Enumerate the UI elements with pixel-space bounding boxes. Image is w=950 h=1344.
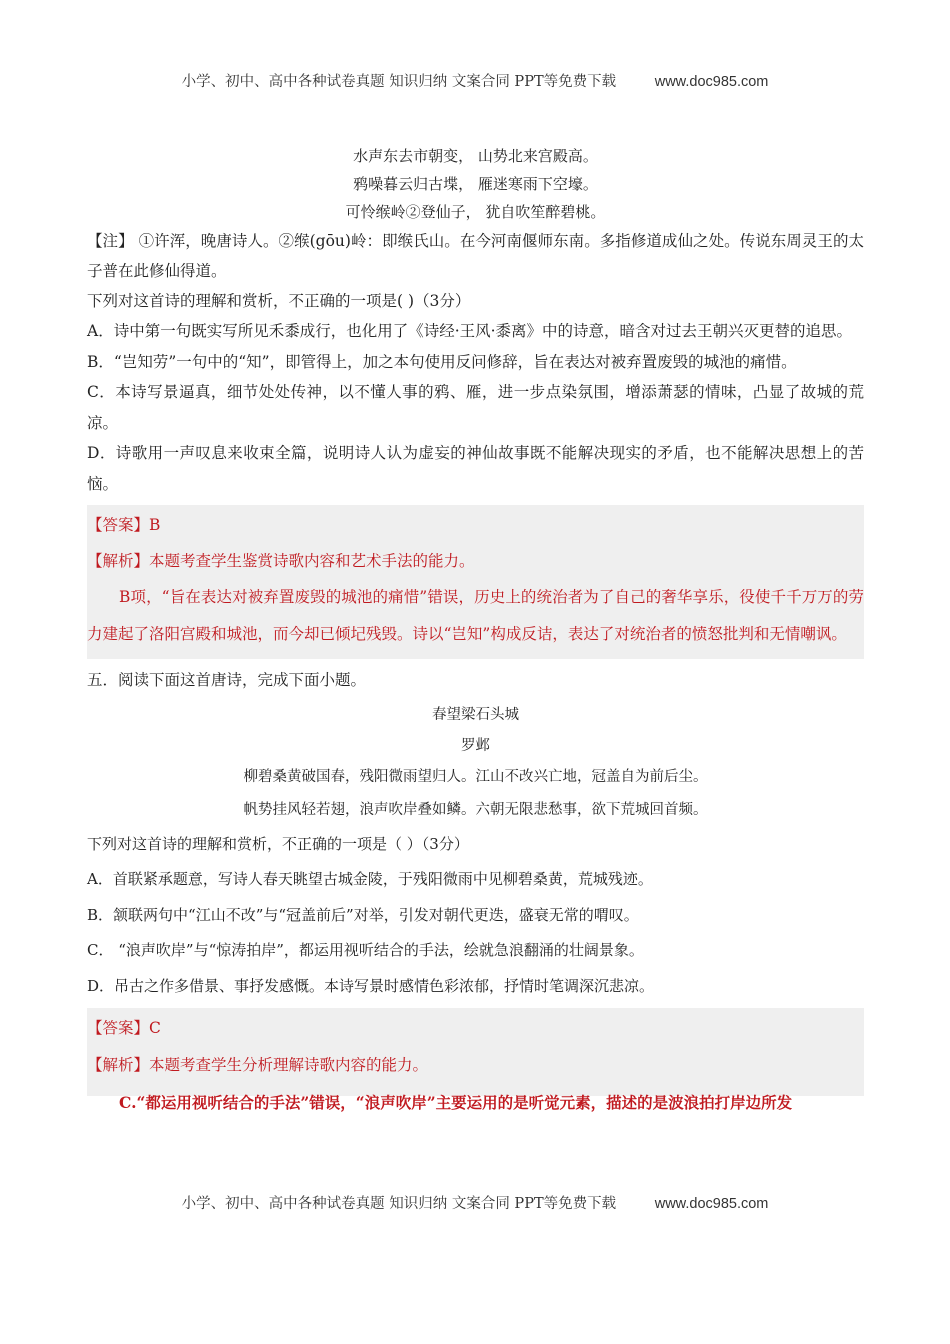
question-2: 下列对这首诗的理解和赏析，不正确的一项是（ ）（3分） <box>87 835 469 853</box>
poem-note: 【注】 ①许浑，晚唐诗人。②缑(gōu)岭：即缑氏山。在今河南偃师东南。多指修道成仙之处。传说东周灵王的太子普在此修仙得道。 <box>87 232 864 280</box>
option-d: D．诗歌用一声叹息来收束全篇，说明诗人认为虚妄的神仙故事既不能解决现实的矛盾，也不能解决思想上的苦恼。 <box>87 444 864 493</box>
header-text: 小学、初中、高中各种试卷真题 知识归纳 文案合同 PPT等免费下载 <box>181 74 617 90</box>
explanation-1: B项，“旨在表达对被弃置废毁的城池的痛惜”错误，历史上的统治者为了自己的奢华享乐，役使千千万万的劳力建起了洛阳宫殿和城池，而今却已倾圮残毁。诗以“岂知”构成反诘，表达了对统治者的愤怒批判和无情嘲讽。 <box>87 588 864 643</box>
poem-1-line: 鸦噪暮云归古堞， 雁迷寒雨下空壕。 <box>353 175 598 193</box>
poem-2-line: 柳碧桑黄破国春，残阳微雨望归人。江山不改兴亡地，冠盖自为前后尘。 <box>243 769 708 785</box>
poem-1 <box>87 142 864 226</box>
option-d: D．吊古之作多借景、事抒发感慨。本诗写景时感情色彩浓郁，抒情时笔调深沉悲凉。 <box>87 976 655 995</box>
analysis-1: 【解析】本题考查学生鉴赏诗歌内容和艺术手法的能力。 <box>87 552 475 570</box>
answer-block-2 <box>87 1008 864 1112</box>
page-header <box>0 70 950 91</box>
footer-url[interactable]: www.doc985.com <box>654 1196 769 1212</box>
option-a: A．诗中第一句既实写所见禾黍成行，也化用了《诗经·王风·黍离》中的诗意，暗含对过去王朝兴灭更替的追思。 <box>87 322 853 340</box>
explanation-2: C.“都运用视听结合的手法”错误，“浪声吹岸”主要运用的是听觉元素，描述的是波浪拍打岸边所发 <box>119 1093 793 1112</box>
poem-2-line: 帆势挂风轻若翅，浪声吹岸叠如鳞。六朝无限悲愁事，欲下荒城回首频。 <box>243 802 708 818</box>
option-c: C． “浪声吹岸”与“惊涛拍岸”，都运用视听结合的手法，绘就急浪翻涌的壮阔景象。 <box>87 941 644 959</box>
poem-1-line: 可怜缑岭②登仙子， 犹自吹笙醉碧桃。 <box>345 203 606 221</box>
analysis-2: 【解析】本题考查学生分析理解诗歌内容的能力。 <box>87 1056 429 1074</box>
option-a: A．首联紧承题意，写诗人春天眺望古城金陵，于残阳微雨中见柳碧桑黄，荒城残迹。 <box>87 870 653 888</box>
page-footer <box>0 1192 950 1213</box>
answer-2: 【答案】C <box>87 1019 161 1037</box>
footer-text: 小学、初中、高中各种试卷真题 知识归纳 文案合同 PPT等免费下载 <box>181 1196 617 1212</box>
option-b: B．颔联两句中“江山不改”与“冠盖前后”对举，引发对朝代更迭，盛衰无常的喟叹。 <box>87 905 639 924</box>
question-1: 下列对这首诗的理解和赏析，不正确的一项是( )（3分） <box>87 292 471 310</box>
poem-2-author: 罗邺 <box>461 738 490 754</box>
header-url[interactable]: www.doc985.com <box>654 74 769 90</box>
option-c: C．本诗写景逼真，细节处处传神，以不懂人事的鸦、雁，进一步点染氛围，增添萧瑟的情味，凸显了故城的荒凉。 <box>87 383 864 432</box>
poem-1-line: 水声东去市朝变， 山势北来宫殿高。 <box>353 147 598 165</box>
answer-block-1 <box>87 505 864 659</box>
option-b: B．“岂知劳”一句中的“知”，即管得上，加之本句使用反问修辞，旨在表达对被弃置废毁的城池的痛惜。 <box>87 352 797 371</box>
section-heading: 五．阅读下面这首唐诗，完成下面小题。 <box>87 671 367 689</box>
answer-1: 【答案】B <box>87 516 161 534</box>
document-body <box>87 142 864 1112</box>
poem-2-title: 春望梁石头城 <box>432 707 519 723</box>
